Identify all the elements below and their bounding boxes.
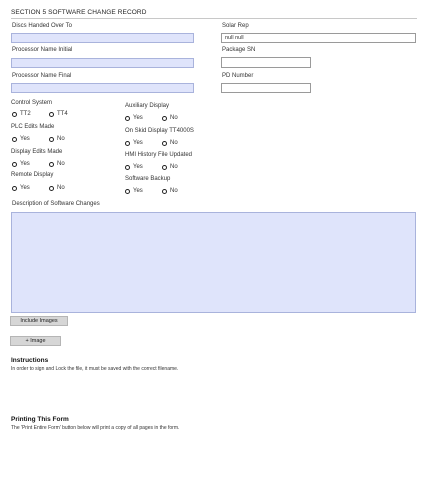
on-skid-display-option-yes[interactable]: Yes [125,140,143,146]
processor-final-input[interactable] [11,83,194,93]
auxiliary-display-option-yes[interactable]: Yes [125,115,143,121]
radio-icon[interactable] [12,186,17,191]
printing-text: The 'Print Entire Form' button below will print a copy of all pages in the form. [11,425,180,431]
package-sn-input[interactable] [221,57,311,68]
discs-handed-input[interactable] [11,33,194,43]
remote-display-option-yes[interactable]: Yes [12,185,30,191]
auxiliary-display-label: Auxiliary Display [125,103,170,109]
radio-icon[interactable] [162,165,167,170]
display-edits-option-yes[interactable]: Yes [12,161,30,167]
include-images-button[interactable]: Include Images [10,316,68,326]
plc-edits-option-yes[interactable]: Yes [12,136,30,142]
description-textarea[interactable] [11,212,416,313]
radio-icon[interactable] [162,141,167,146]
auxiliary-display-option-no[interactable]: No [162,115,178,121]
radio-icon[interactable] [49,137,54,142]
hmi-history-option-no[interactable]: No [162,164,178,170]
processor-initial-label: Processor Name Initial [12,47,73,53]
instructions-text: In order to sign and Lock the file, it must be saved with the correct filename. [11,366,179,372]
hmi-history-label: HMI History File Updated [125,152,193,158]
software-backup-option-no[interactable]: No [162,188,178,194]
add-image-button[interactable]: + Image [10,336,61,346]
processor-final-label: Processor Name Final [12,73,72,79]
radio-icon[interactable] [125,189,130,194]
radio-icon[interactable] [125,141,130,146]
radio-icon[interactable] [49,112,54,117]
printing-title: Printing This Form [11,416,69,423]
plc-edits-option-no[interactable]: No [49,136,65,142]
remote-display-option-no[interactable]: No [49,185,65,191]
pd-number-label: PD Number [222,73,254,79]
description-label: Description of Software Changes [12,201,100,207]
pd-number-input[interactable] [221,83,311,93]
control-system-option-tt4[interactable]: TT4 [49,111,68,117]
hmi-history-option-yes[interactable]: Yes [125,164,143,170]
processor-initial-input[interactable] [11,58,194,68]
plc-edits-label: PLC Edits Made [11,124,55,130]
remote-display-label: Remote Display [11,172,54,178]
radio-icon[interactable] [125,116,130,121]
control-system-label: Control System [11,100,53,106]
section-title: SECTION 5 SOFTWARE CHANGE RECORD [11,9,147,16]
radio-icon[interactable] [12,112,17,117]
section-divider [11,18,417,19]
radio-icon[interactable] [12,162,17,167]
radio-icon[interactable] [125,165,130,170]
solar-rep-label: Solar Rep [222,23,249,29]
discs-handed-label: Discs Handed Over To [12,23,72,29]
solar-rep-input[interactable]: null null [221,33,416,43]
instructions-title: Instructions [11,357,49,364]
radio-icon[interactable] [12,137,17,142]
on-skid-display-option-no[interactable]: No [162,140,178,146]
on-skid-display-label: On Skid Display TT4000S [125,128,194,134]
software-backup-option-yes[interactable]: Yes [125,188,143,194]
control-system-option-tt2[interactable]: TT2 [12,111,31,117]
display-edits-option-no[interactable]: No [49,161,65,167]
software-backup-label: Software Backup [125,176,171,182]
radio-icon[interactable] [162,189,167,194]
radio-icon[interactable] [49,162,54,167]
radio-icon[interactable] [162,116,167,121]
radio-icon[interactable] [49,186,54,191]
display-edits-label: Display Edits Made [11,149,63,155]
package-sn-label: Package SN [222,47,256,53]
